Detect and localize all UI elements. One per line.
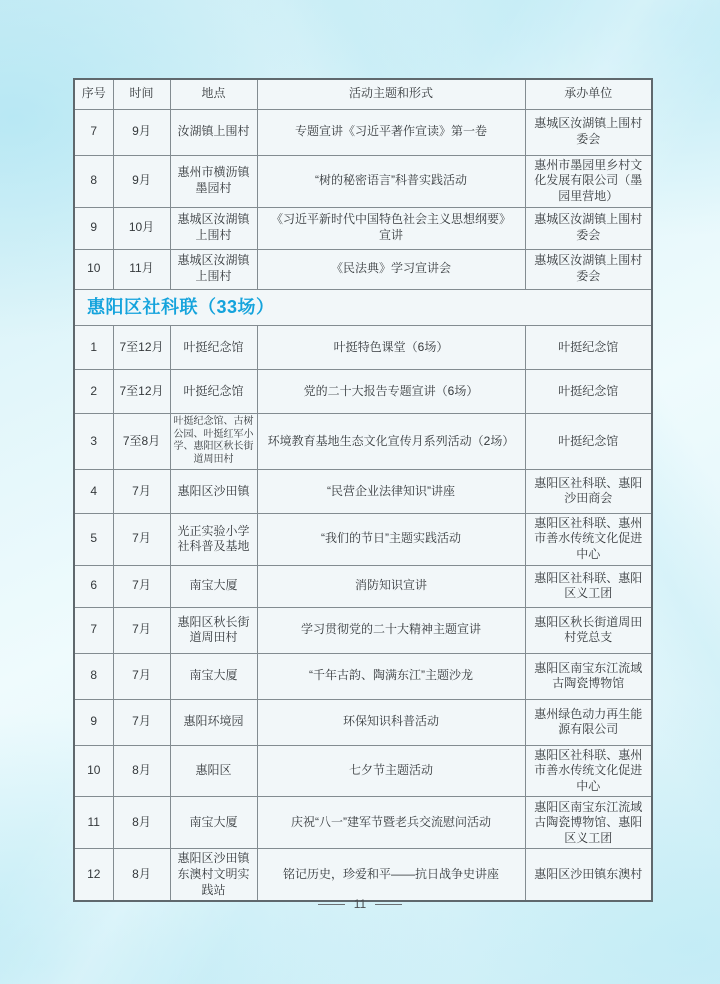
cell-time: 8月 — [113, 745, 170, 797]
page-number: 11 — [353, 897, 367, 911]
cell-place: 叶挺纪念馆、古树公园、叶挺红军小学、惠阳区秋长街道周田村 — [170, 413, 257, 469]
cell-theme: “民营企业法律知识”讲座 — [257, 469, 525, 513]
cell-row-number: 10 — [74, 745, 113, 797]
cell-theme: 党的二十大报告专题宣讲（6场） — [257, 369, 525, 413]
cell-org: 叶挺纪念馆 — [525, 369, 652, 413]
page-dash-left — [318, 904, 345, 905]
cell-org: 惠阳区秋长街道周田村党总支 — [525, 607, 652, 653]
cell-theme: 《习近平新时代中国特色社会主义思想纲要》宣讲 — [257, 207, 525, 249]
cell-place: 惠阳区沙田镇东澳村文明实践站 — [170, 849, 257, 901]
cell-time: 7月 — [113, 565, 170, 607]
cell-time: 7月 — [113, 469, 170, 513]
cell-place: 惠城区汝湖镇上围村 — [170, 207, 257, 249]
cell-row-number: 1 — [74, 325, 113, 369]
cell-row-number: 8 — [74, 155, 113, 207]
cell-org: 惠城区汝湖镇上围村委会 — [525, 249, 652, 289]
cell-row-number: 6 — [74, 565, 113, 607]
cell-time: 7至12月 — [113, 325, 170, 369]
cell-place: 光正实验小学社科普及基地 — [170, 513, 257, 565]
cell-row-number: 11 — [74, 797, 113, 849]
page-footer — [0, 897, 720, 911]
cell-place: 惠阳区沙田镇 — [170, 469, 257, 513]
cell-row-number: 8 — [74, 653, 113, 699]
cell-org: 惠阳区沙田镇东澳村 — [525, 849, 652, 901]
cell-time: 7至12月 — [113, 369, 170, 413]
table-row — [74, 797, 652, 849]
table-row — [74, 565, 652, 607]
cell-theme: 学习贯彻党的二十大精神主题宣讲 — [257, 607, 525, 653]
cell-time: 10月 — [113, 207, 170, 249]
table-row — [74, 699, 652, 745]
column-header-1: 时间 — [113, 79, 170, 109]
cell-time: 9月 — [113, 155, 170, 207]
cell-row-number: 3 — [74, 413, 113, 469]
section-header-row — [74, 289, 652, 325]
cell-theme: 专题宣讲《习近平著作宣读》第一卷 — [257, 109, 525, 155]
cell-theme: 环境教育基地生态文化宣传月系列活动（2场） — [257, 413, 525, 469]
table-row — [74, 849, 652, 901]
table-row — [74, 369, 652, 413]
cell-time: 7月 — [113, 607, 170, 653]
header-row — [74, 79, 652, 109]
cell-org: 惠州绿色动力再生能源有限公司 — [525, 699, 652, 745]
page-dash-right — [375, 904, 402, 905]
cell-time: 11月 — [113, 249, 170, 289]
cell-org: 惠城区汝湖镇上围村委会 — [525, 207, 652, 249]
cell-org: 惠州市墨园里乡村文化发展有限公司（墨园里营地） — [525, 155, 652, 207]
cell-theme: “千年古韵、陶满东江”主题沙龙 — [257, 653, 525, 699]
cell-theme: 消防知识宣讲 — [257, 565, 525, 607]
cell-theme: “我们的节日”主题实践活动 — [257, 513, 525, 565]
cell-org: 叶挺纪念馆 — [525, 325, 652, 369]
column-header-3: 活动主题和形式 — [257, 79, 525, 109]
cell-time: 7月 — [113, 699, 170, 745]
table-row — [74, 155, 652, 207]
cell-time: 7月 — [113, 513, 170, 565]
cell-time: 7月 — [113, 653, 170, 699]
cell-row-number: 4 — [74, 469, 113, 513]
cell-place: 惠城区汝湖镇上围村 — [170, 249, 257, 289]
table-body — [74, 109, 652, 901]
cell-org: 惠阳区南宝东江流域古陶瓷博物馆 — [525, 653, 652, 699]
cell-place: 南宝大厦 — [170, 565, 257, 607]
table-row — [74, 325, 652, 369]
cell-row-number: 10 — [74, 249, 113, 289]
cell-org: 惠阳区社科联、惠阳区义工团 — [525, 565, 652, 607]
cell-time: 8月 — [113, 849, 170, 901]
table-row — [74, 249, 652, 289]
table-row — [74, 653, 652, 699]
cell-place: 叶挺纪念馆 — [170, 369, 257, 413]
table-row — [74, 469, 652, 513]
cell-org: 惠阳区社科联、惠阳沙田商会 — [525, 469, 652, 513]
section-title: 惠阳区社科联（33场） — [87, 296, 275, 317]
table-row — [74, 109, 652, 155]
section-header-cell — [74, 289, 652, 325]
cell-place: 惠阳环境园 — [170, 699, 257, 745]
cell-place: 惠阳区 — [170, 745, 257, 797]
cell-row-number: 9 — [74, 699, 113, 745]
cell-row-number: 12 — [74, 849, 113, 901]
cell-org: 惠阳区南宝东江流域古陶瓷博物馆、惠阳区义工团 — [525, 797, 652, 849]
cell-org: 惠城区汝湖镇上围村委会 — [525, 109, 652, 155]
column-header-0: 序号 — [74, 79, 113, 109]
table-row — [74, 207, 652, 249]
cell-place: 惠阳区秋长街道周田村 — [170, 607, 257, 653]
table-row — [74, 745, 652, 797]
cell-org: 惠阳区社科联、惠州市善水传统文化促进中心 — [525, 745, 652, 797]
cell-place: 汝湖镇上围村 — [170, 109, 257, 155]
cell-row-number: 9 — [74, 207, 113, 249]
cell-place: 南宝大厦 — [170, 653, 257, 699]
cell-theme: 庆祝“八一”建军节暨老兵交流慰问活动 — [257, 797, 525, 849]
cell-row-number: 7 — [74, 109, 113, 155]
cell-org: 惠阳区社科联、惠州市善水传统文化促进中心 — [525, 513, 652, 565]
cell-org: 叶挺纪念馆 — [525, 413, 652, 469]
table-row — [74, 607, 652, 653]
cell-time: 8月 — [113, 797, 170, 849]
cell-theme: “树的秘密语言”科普实践活动 — [257, 155, 525, 207]
table-row — [74, 513, 652, 565]
cell-time: 7至8月 — [113, 413, 170, 469]
table-row — [74, 413, 652, 469]
cell-place: 惠州市横沥镇墨园村 — [170, 155, 257, 207]
cell-theme: 七夕节主题活动 — [257, 745, 525, 797]
column-header-4: 承办单位 — [525, 79, 652, 109]
cell-time: 9月 — [113, 109, 170, 155]
cell-theme: 《民法典》学习宣讲会 — [257, 249, 525, 289]
schedule-table — [73, 78, 653, 902]
cell-row-number: 2 — [74, 369, 113, 413]
cell-theme: 环保知识科普活动 — [257, 699, 525, 745]
cell-theme: 叶挺特色课堂（6场） — [257, 325, 525, 369]
cell-place: 叶挺纪念馆 — [170, 325, 257, 369]
cell-row-number: 5 — [74, 513, 113, 565]
cell-theme: 铭记历史，珍爱和平——抗日战争史讲座 — [257, 849, 525, 901]
cell-row-number: 7 — [74, 607, 113, 653]
cell-place: 南宝大厦 — [170, 797, 257, 849]
column-header-2: 地点 — [170, 79, 257, 109]
